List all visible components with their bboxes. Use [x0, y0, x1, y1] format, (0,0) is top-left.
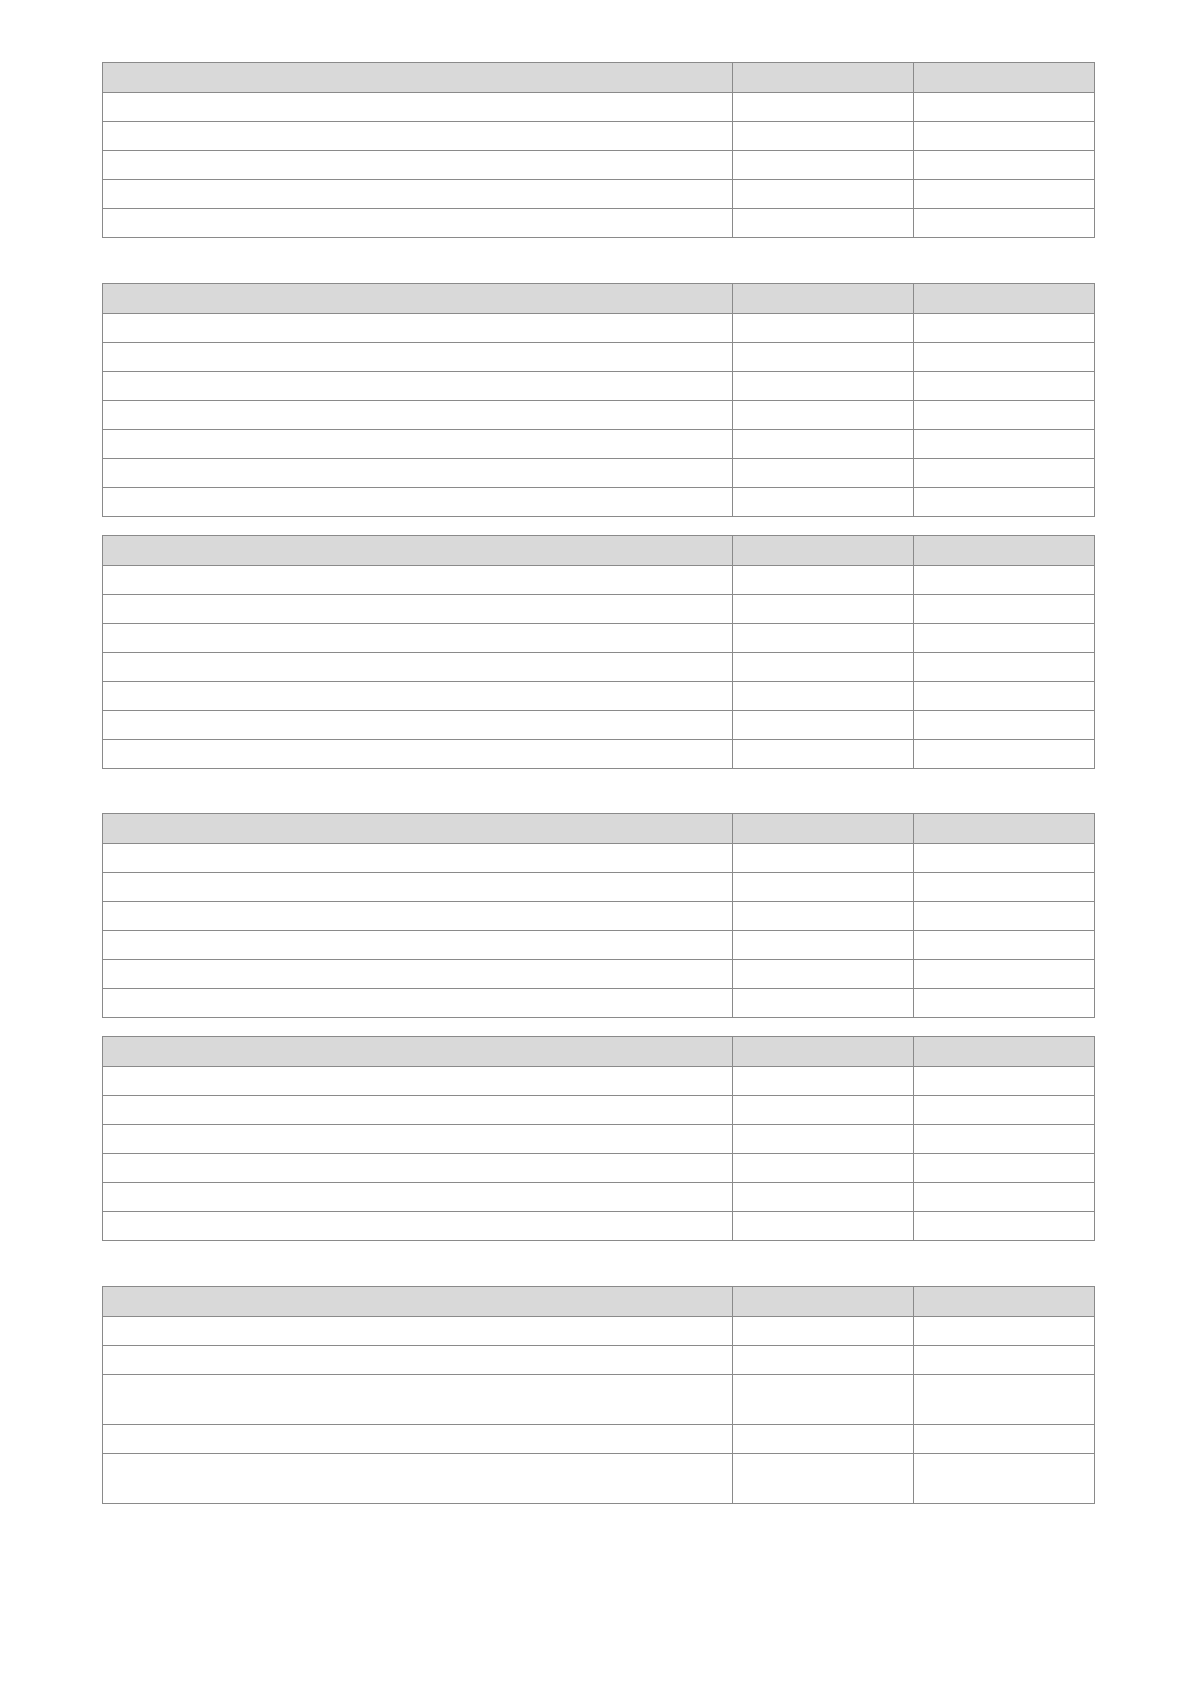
table-cell — [733, 844, 914, 873]
table-cell — [103, 902, 733, 931]
table-cell — [914, 1183, 1095, 1212]
table-cell — [103, 343, 733, 372]
table-cell — [914, 844, 1095, 873]
table-1 — [102, 62, 1095, 238]
table-row — [103, 1183, 1095, 1212]
table-row — [103, 488, 1095, 517]
table-cell — [914, 1346, 1095, 1375]
table-cell — [103, 1067, 733, 1096]
table-row — [103, 1346, 1095, 1375]
table-cell — [733, 1212, 914, 1241]
table-cell — [103, 1183, 733, 1212]
header-cell — [914, 814, 1095, 844]
header-cell — [733, 284, 914, 314]
table-cell — [914, 595, 1095, 624]
table-row — [103, 372, 1095, 401]
table-cell — [103, 93, 733, 122]
table-cell — [733, 653, 914, 682]
table-cell — [103, 401, 733, 430]
table-cell — [733, 595, 914, 624]
table-cell — [733, 873, 914, 902]
header-cell — [914, 536, 1095, 566]
table-5 — [102, 1036, 1095, 1241]
table-cell — [733, 1454, 914, 1504]
table-cell — [914, 653, 1095, 682]
table-cell — [733, 401, 914, 430]
table-row — [103, 430, 1095, 459]
table-row — [103, 740, 1095, 769]
table-row — [103, 314, 1095, 343]
table-cell — [914, 960, 1095, 989]
table-cell — [103, 372, 733, 401]
table-cell — [914, 314, 1095, 343]
header-cell — [733, 63, 914, 93]
table-cell — [103, 711, 733, 740]
table-cell — [733, 122, 914, 151]
table-cell — [914, 1317, 1095, 1346]
header-cell — [914, 1287, 1095, 1317]
table-cell — [103, 314, 733, 343]
table-cell — [733, 931, 914, 960]
table-row — [103, 873, 1095, 902]
table-cell — [733, 740, 914, 769]
table-cell — [103, 566, 733, 595]
table-cell — [914, 624, 1095, 653]
table-cell — [733, 682, 914, 711]
table-row — [103, 960, 1095, 989]
table-cell — [733, 1125, 914, 1154]
table-cell — [103, 151, 733, 180]
table-cell — [733, 93, 914, 122]
table-header-row — [103, 63, 1095, 93]
table-cell — [733, 314, 914, 343]
table-cell — [733, 1154, 914, 1183]
table-row — [103, 1212, 1095, 1241]
table-row — [103, 844, 1095, 873]
table-cell — [914, 931, 1095, 960]
header-cell — [733, 1037, 914, 1067]
table-row — [103, 151, 1095, 180]
table-cell — [914, 989, 1095, 1018]
table-cell — [914, 566, 1095, 595]
table-row — [103, 180, 1095, 209]
header-cell — [103, 284, 733, 314]
table-cell — [733, 902, 914, 931]
table-row — [103, 711, 1095, 740]
table-cell — [103, 430, 733, 459]
table-cell — [733, 566, 914, 595]
table-header-row — [103, 536, 1095, 566]
table-row — [103, 989, 1095, 1018]
table-cell — [103, 1425, 733, 1454]
table-row — [103, 1067, 1095, 1096]
table-cell — [914, 711, 1095, 740]
table-row — [103, 343, 1095, 372]
table-row — [103, 93, 1095, 122]
table-cell — [103, 960, 733, 989]
table-cell — [103, 873, 733, 902]
header-cell — [733, 536, 914, 566]
table-cell — [103, 844, 733, 873]
table-cell — [733, 180, 914, 209]
table-cell — [103, 180, 733, 209]
header-cell — [914, 63, 1095, 93]
header-cell — [103, 1037, 733, 1067]
table-cell — [733, 151, 914, 180]
table-row — [103, 1125, 1095, 1154]
table-header-row — [103, 1037, 1095, 1067]
table-cell — [914, 1096, 1095, 1125]
table-cell — [914, 1125, 1095, 1154]
header-cell — [914, 1037, 1095, 1067]
table-cell — [103, 488, 733, 517]
table-cell — [103, 931, 733, 960]
table-cell — [733, 1375, 914, 1425]
table-row — [103, 209, 1095, 238]
table-row — [103, 595, 1095, 624]
table-cell — [103, 209, 733, 238]
table-cell — [733, 1096, 914, 1125]
table-cell — [103, 682, 733, 711]
table-2 — [102, 283, 1095, 517]
table-cell — [733, 711, 914, 740]
table-cell — [733, 343, 914, 372]
table-cell — [103, 740, 733, 769]
table-cell — [103, 122, 733, 151]
table-cell — [733, 1346, 914, 1375]
table-cell — [103, 1346, 733, 1375]
table-cell — [103, 1125, 733, 1154]
table-row — [103, 566, 1095, 595]
header-cell — [103, 63, 733, 93]
table-cell — [103, 624, 733, 653]
table-cell — [733, 1183, 914, 1212]
table-row — [103, 624, 1095, 653]
table-row — [103, 1425, 1095, 1454]
table-cell — [914, 488, 1095, 517]
header-cell — [103, 1287, 733, 1317]
table-row — [103, 401, 1095, 430]
table-row — [103, 902, 1095, 931]
table-cell — [914, 873, 1095, 902]
table-cell — [733, 960, 914, 989]
table-cell — [914, 1212, 1095, 1241]
table-cell — [733, 488, 914, 517]
table-cell — [914, 459, 1095, 488]
table-row — [103, 1154, 1095, 1183]
header-cell — [733, 1287, 914, 1317]
table-cell — [914, 430, 1095, 459]
table-cell — [914, 151, 1095, 180]
table-cell — [914, 902, 1095, 931]
table-3 — [102, 535, 1095, 769]
table-4 — [102, 813, 1095, 1018]
table-cell — [914, 1067, 1095, 1096]
table-6 — [102, 1286, 1095, 1504]
table-cell — [914, 1454, 1095, 1504]
table-cell — [103, 1375, 733, 1425]
table-cell — [914, 740, 1095, 769]
table-cell — [733, 1317, 914, 1346]
table-cell — [733, 430, 914, 459]
table-header-row — [103, 284, 1095, 314]
table-cell — [914, 1425, 1095, 1454]
table-cell — [914, 343, 1095, 372]
table-cell — [914, 1154, 1095, 1183]
table-cell — [914, 93, 1095, 122]
table-cell — [733, 624, 914, 653]
table-cell — [103, 1154, 733, 1183]
table-cell — [733, 209, 914, 238]
table-row — [103, 1096, 1095, 1125]
table-row — [103, 122, 1095, 151]
header-cell — [733, 814, 914, 844]
table-header-row — [103, 814, 1095, 844]
table-cell — [103, 653, 733, 682]
table-cell — [914, 682, 1095, 711]
table-cell — [103, 1454, 733, 1504]
header-cell — [103, 814, 733, 844]
table-cell — [914, 372, 1095, 401]
table-cell — [914, 1375, 1095, 1425]
table-row — [103, 653, 1095, 682]
table-cell — [103, 459, 733, 488]
table-cell — [914, 122, 1095, 151]
table-row — [103, 459, 1095, 488]
table-cell — [733, 1067, 914, 1096]
header-cell — [103, 536, 733, 566]
table-cell — [733, 372, 914, 401]
table-cell — [733, 1425, 914, 1454]
table-cell — [103, 1317, 733, 1346]
table-cell — [103, 989, 733, 1018]
table-cell — [733, 989, 914, 1018]
table-row — [103, 1375, 1095, 1425]
table-row — [103, 682, 1095, 711]
table-row — [103, 1317, 1095, 1346]
table-row — [103, 931, 1095, 960]
table-row — [103, 1454, 1095, 1504]
table-cell — [103, 1212, 733, 1241]
table-cell — [914, 180, 1095, 209]
table-cell — [103, 1096, 733, 1125]
table-cell — [733, 459, 914, 488]
table-cell — [103, 595, 733, 624]
table-cell — [914, 209, 1095, 238]
header-cell — [914, 284, 1095, 314]
table-header-row — [103, 1287, 1095, 1317]
table-cell — [914, 401, 1095, 430]
